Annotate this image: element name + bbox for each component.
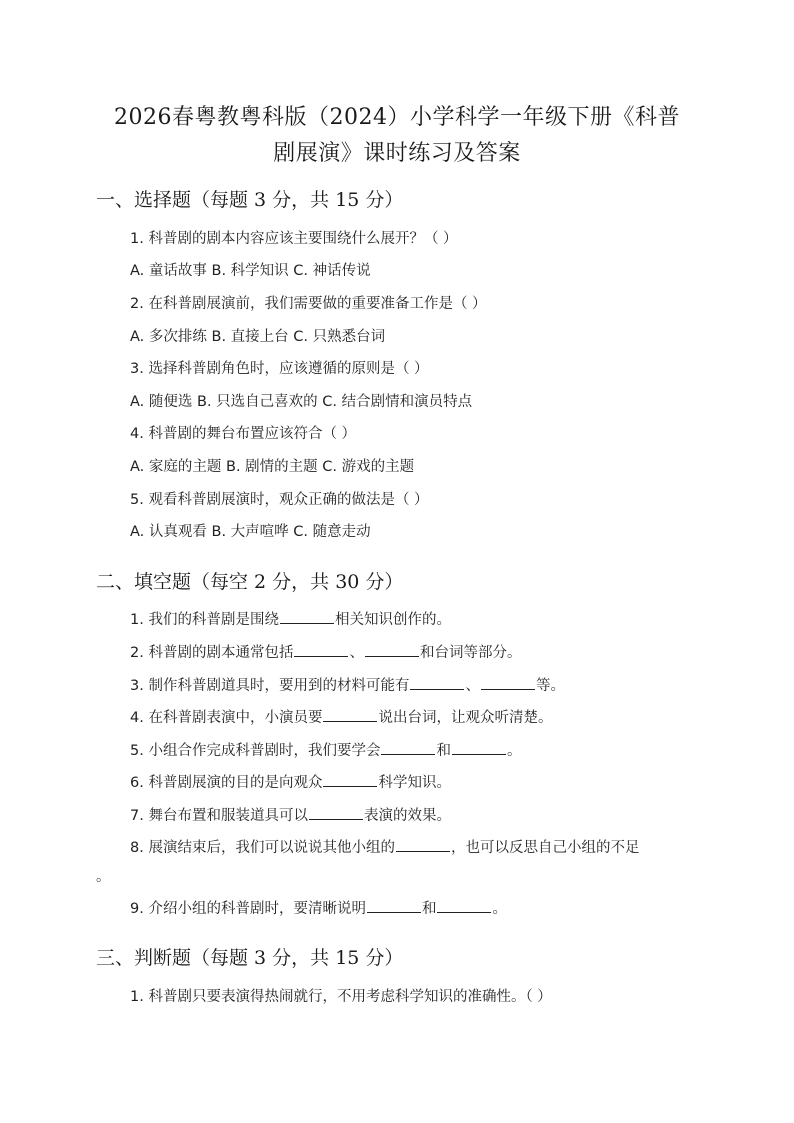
choice-question-5: 5. 观看科普剧展演时，观众正确的做法是（ ）	[130, 492, 429, 508]
section-heading-fill: 二、填空题（每空 2 分，共 30 分）	[96, 571, 404, 593]
answer-blank[interactable]	[437, 898, 491, 913]
fill-text: 、	[349, 645, 364, 661]
fill-question-4	[130, 707, 552, 729]
fill-question-3	[130, 675, 565, 697]
fill-question-1	[130, 609, 451, 631]
answer-blank[interactable]	[396, 837, 450, 852]
fill-question-8-tail: 。	[96, 869, 111, 885]
choice-question-3: 3. 选择科普剧角色时，应该遵循的原则是（ ）	[130, 361, 429, 377]
fill-text: 和台词等部分。	[419, 645, 522, 661]
fill-text: 3. 制作科普剧道具时，要用到的材料可能有	[130, 678, 410, 694]
title-line-2: 剧展演》课时练习及答案	[273, 141, 521, 166]
fill-question-7	[130, 805, 451, 827]
fill-text: 科学知识。	[378, 775, 451, 791]
section-heading-judge: 三、判断题（每题 3 分，共 15 分）	[96, 947, 404, 969]
answer-blank[interactable]	[323, 707, 377, 722]
answer-blank[interactable]	[381, 740, 435, 755]
fill-text: 说出台词，让观众听清楚。	[378, 710, 553, 726]
answer-blank[interactable]	[294, 642, 348, 657]
fill-text: 1. 我们的科普剧是围绕	[130, 612, 279, 628]
fill-question-5	[130, 740, 521, 762]
fill-text: 6. 科普剧展演的目的是向观众	[130, 775, 323, 791]
fill-text: 和	[421, 901, 437, 917]
fill-question-6	[130, 772, 451, 794]
answer-blank[interactable]	[323, 772, 377, 787]
answer-blank[interactable]	[452, 740, 506, 755]
section-heading-choice: 一、选择题（每题 3 分，共 15 分）	[96, 189, 404, 211]
fill-text: 2. 科普剧的剧本通常包括	[130, 645, 294, 661]
fill-text: 9. 介绍小组的科普剧时，要清晰说明	[130, 901, 366, 917]
answer-blank[interactable]	[365, 642, 419, 657]
fill-question-2	[130, 642, 521, 664]
choice-question-2: 2. 在科普剧展演前，我们需要做的重要准备工作是（ ）	[130, 296, 487, 312]
fill-text: 4. 在科普剧表演中，小演员要	[130, 710, 323, 726]
judge-question-1: 1. 科普剧只要表演得热闹就行，不用考虑科学知识的准确性。（ ）	[130, 989, 552, 1005]
choice-options-2: A. 多次排练 B. 直接上台 C. 只熟悉台词	[130, 329, 386, 345]
choice-question-4: 4. 科普剧的舞台布置应该符合（ ）	[130, 426, 357, 442]
fill-text: 相关知识创作的。	[334, 612, 451, 628]
choice-options-3: A. 随便选 B. 只选自己喜欢的 C. 结合剧情和演员特点	[130, 394, 473, 410]
answer-blank[interactable]	[309, 805, 363, 820]
title-line-1: 2026春粤教粤科版（2024）小学科学一年级下册《科普	[114, 105, 680, 130]
fill-text: 7. 舞台布置和服装道具可以	[130, 808, 308, 824]
answer-blank[interactable]	[481, 675, 535, 690]
fill-text: 、	[465, 678, 480, 694]
fill-question-9	[130, 898, 507, 920]
fill-text: 。	[492, 901, 507, 917]
fill-text: 和	[436, 743, 451, 759]
choice-options-1: A. 童话故事 B. 科学知识 C. 神话传说	[130, 263, 371, 279]
answer-blank[interactable]	[367, 898, 421, 913]
answer-blank[interactable]	[410, 675, 464, 690]
document-title	[0, 100, 794, 172]
choice-options-5: A. 认真观看 B. 大声喧哗 C. 随意走动	[130, 524, 371, 540]
answer-blank[interactable]	[280, 609, 334, 624]
fill-text: 5. 小组合作完成科普剧时，我们要学会	[130, 743, 381, 759]
fill-question-8	[130, 837, 639, 859]
choice-question-1: 1. 科普剧的剧本内容应该主要围绕什么展开？（ ）	[130, 231, 458, 247]
choice-options-4: A. 家庭的主题 B. 剧情的主题 C. 游戏的主题	[130, 459, 415, 475]
fill-text: 8. 展演结束后，我们可以说说其他小组的	[130, 840, 395, 856]
fill-text: 。	[506, 743, 522, 759]
fill-text: 等。	[535, 678, 565, 694]
fill-text: 表演的效果。	[363, 808, 451, 824]
fill-text: ，也可以反思自己小组的不足	[450, 840, 640, 856]
